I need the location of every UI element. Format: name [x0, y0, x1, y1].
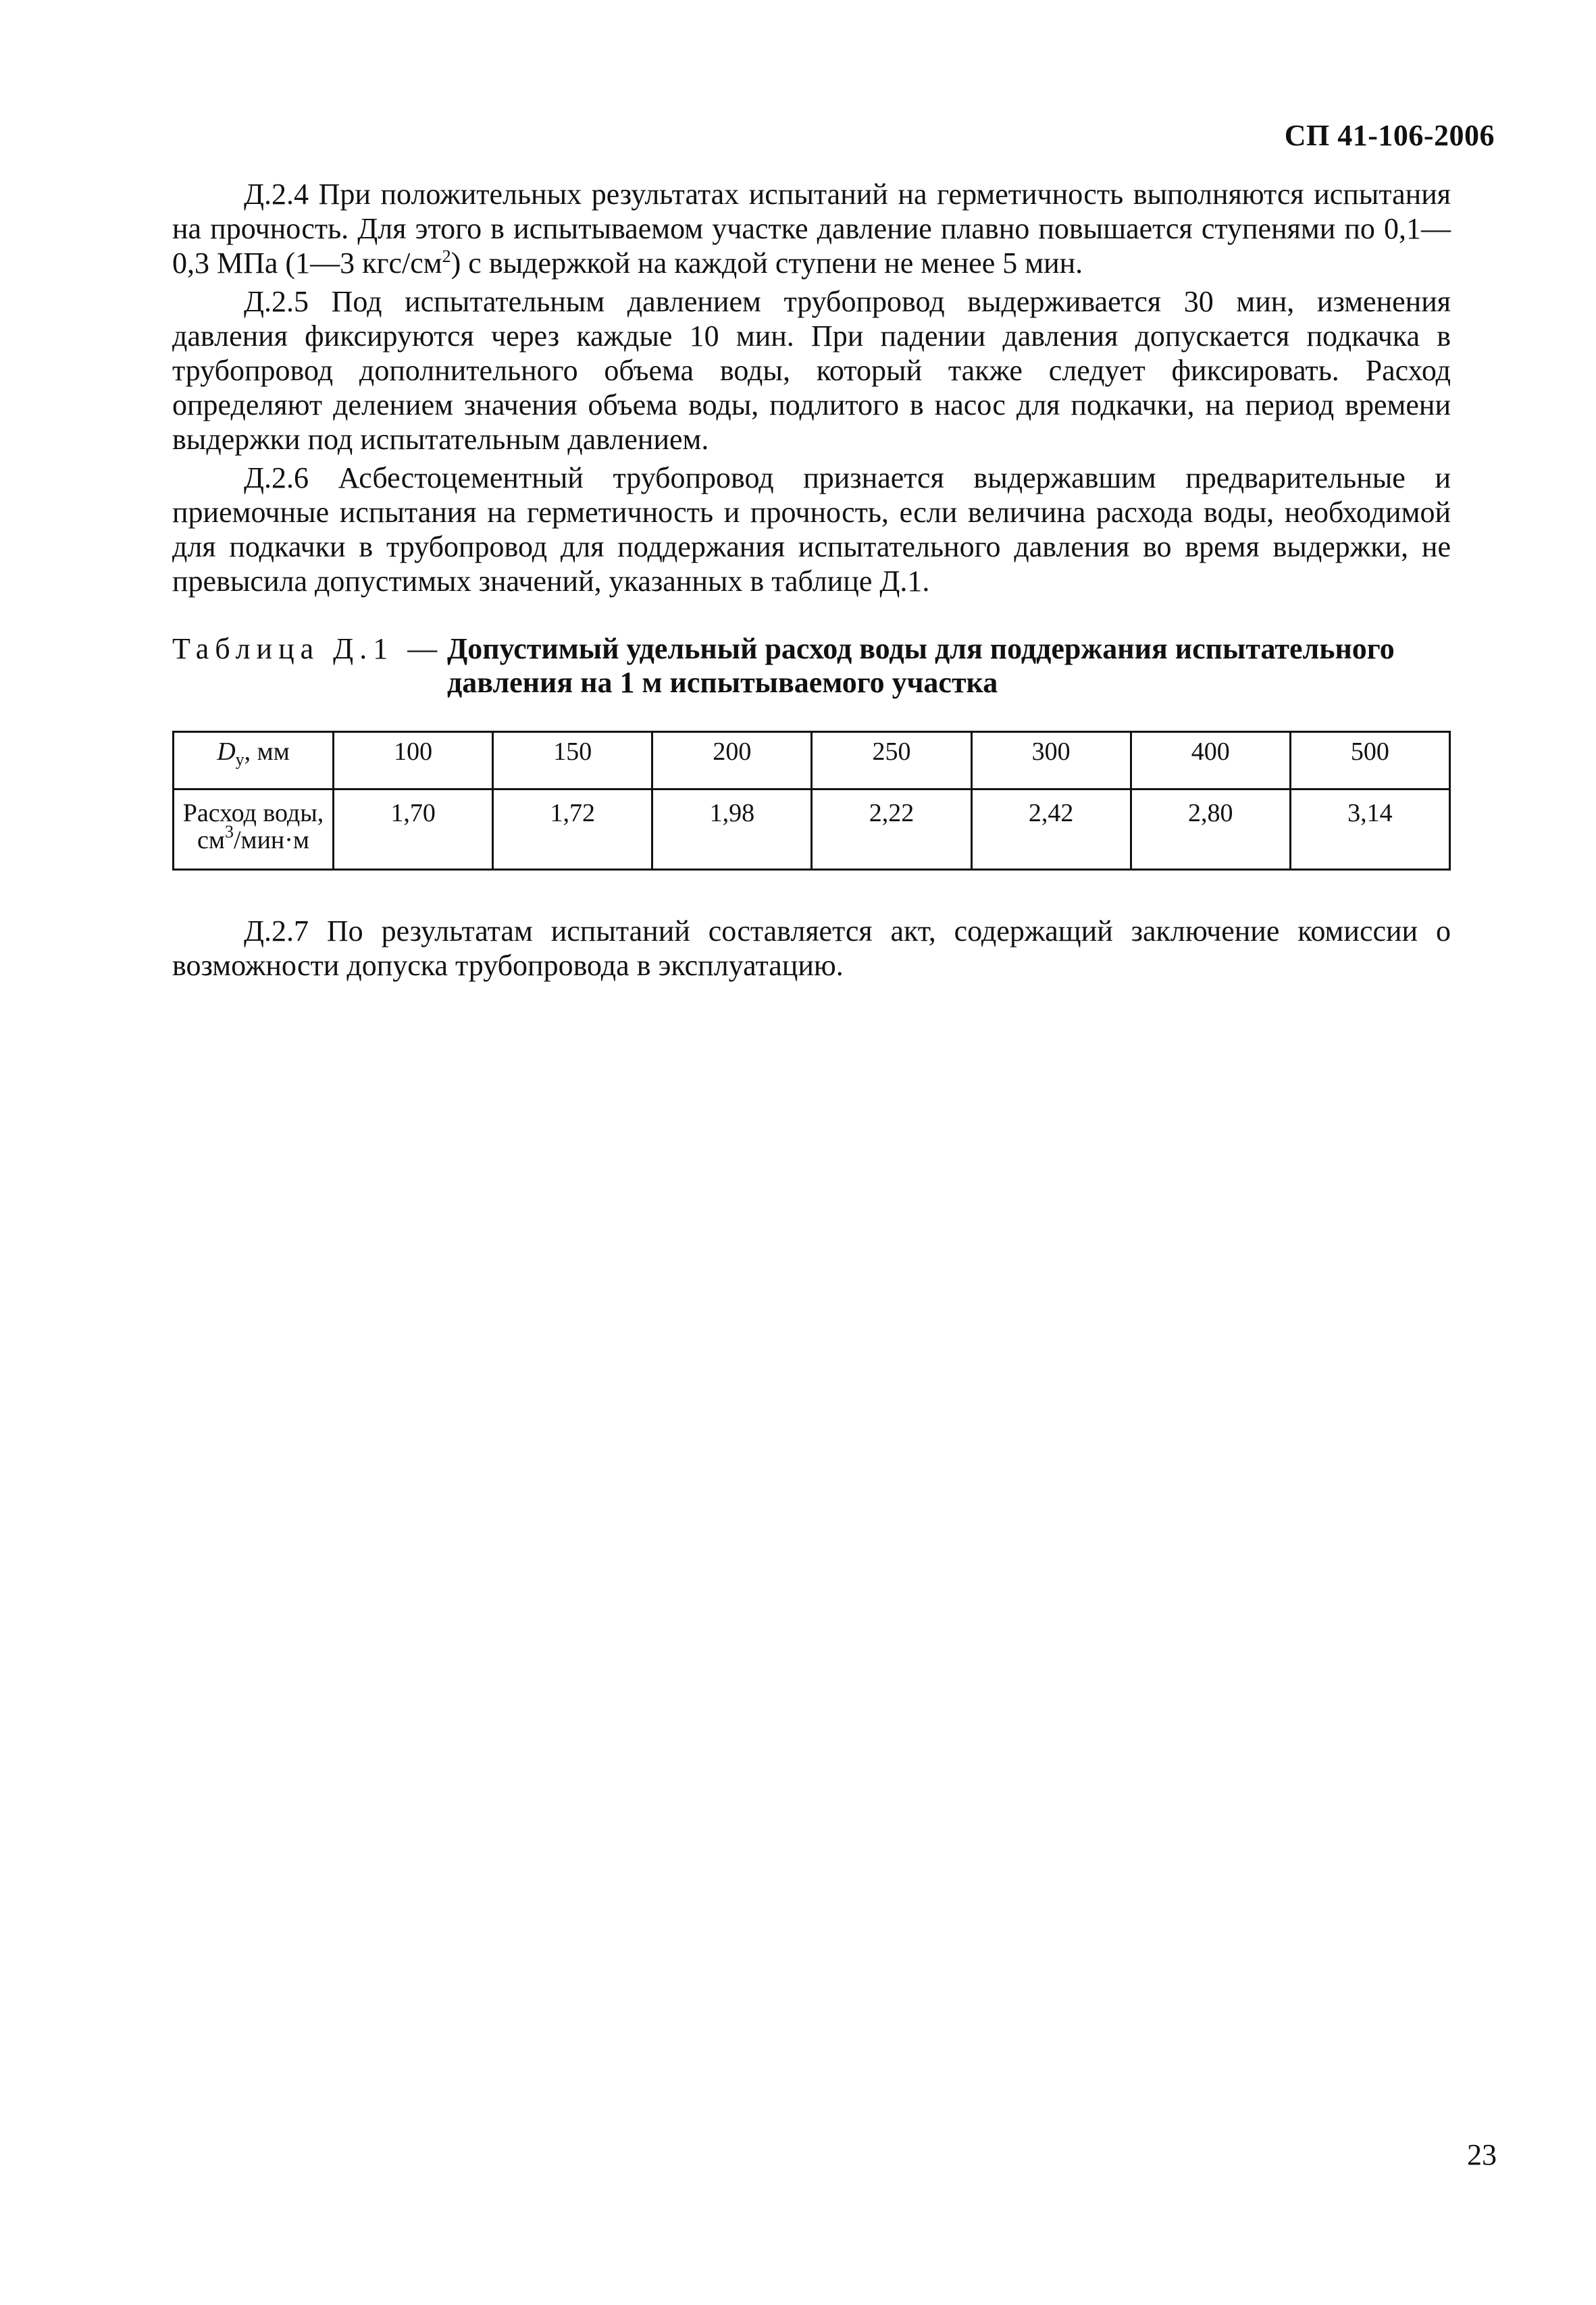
diameter-cell: 250	[812, 732, 971, 789]
flow-rate-unit-b: /мин·м	[233, 826, 309, 854]
flow-rate-unit-a: см	[197, 826, 225, 854]
document-code: СП 41-106-2006	[1284, 119, 1495, 152]
flow-rate-cell: 1,98	[652, 789, 812, 870]
paragraph-d-2-4-text-a: Д.2.4 При положительных результатах испытаний на герметичность выполняются испытания на прочность. Для этого в испытываемом участке давление плавно повышается ступенями по 0,1—0,3 МПа (1—3 кгс/см	[172, 178, 1451, 280]
table-caption-label: Таблица Д.1 —	[172, 632, 444, 665]
paragraph-d-2-4	[172, 177, 1451, 280]
flow-rate-cell: 1,72	[493, 789, 652, 870]
diameter-header-cell	[174, 732, 334, 789]
table-caption	[172, 632, 1451, 700]
flow-rate-cell: 3,14	[1290, 789, 1449, 870]
diameter-cell: 400	[1131, 732, 1290, 789]
page-content	[172, 177, 1451, 987]
flow-rate-cell: 1,70	[334, 789, 493, 870]
diameter-unit: , мм	[244, 737, 290, 766]
flow-rate-header-cell	[174, 789, 334, 870]
diameter-cell: 300	[971, 732, 1131, 789]
paragraph-d-2-6: Д.2.6 Асбестоцементный трубопровод признается выдержавшим предварительные и приемочные испытания на герметичность и прочность, если величина расхода воды, необходимой для подкачки в трубопровод для поддержания испытательного давления во время выдержки, не превысила допустимых значений, указанных в таблице Д.1.	[172, 461, 1451, 598]
diameter-subscript: y	[235, 750, 244, 769]
diameter-cell: 500	[1290, 732, 1449, 789]
table-row-flow-rate	[174, 789, 1450, 870]
superscript-2: 2	[442, 247, 451, 266]
table-caption-title: Допустимый удельный расход воды для поддержания испытательного давления на 1 м испытываемого участка	[447, 632, 1395, 699]
diameter-cell: 150	[493, 732, 652, 789]
diameter-symbol: D	[217, 737, 236, 766]
flow-rate-unit-superscript: 3	[224, 822, 234, 841]
flow-rate-cell: 2,80	[1131, 789, 1290, 870]
flow-rate-table	[172, 731, 1451, 871]
paragraph-d-2-4-text-b: ) с выдержкой на каждой ступени не менее 5 мин.	[451, 247, 1083, 280]
table-row-diameter	[174, 732, 1450, 789]
flow-rate-cell: 2,22	[812, 789, 971, 870]
flow-rate-cell: 2,42	[971, 789, 1131, 870]
diameter-cell: 200	[652, 732, 812, 789]
paragraph-d-2-5: Д.2.5 Под испытательным давлением трубопровод выдерживается 30 мин, изменения давления фиксируются через каждые 10 мин. При падении давления допускается подкачка в трубопровод дополнительного объема воды, который также следует фиксировать. Расход определяют делением значения объема воды, подлитого в насос для подкачки, на период времени выдержки под испытательным давлением.	[172, 285, 1451, 456]
page-number: 23	[1467, 2138, 1497, 2171]
diameter-cell: 100	[334, 732, 493, 789]
paragraph-d-2-7: Д.2.7 По результатам испытаний составляется акт, содержащий заключение комиссии о возможности допуска трубопровода в эксплуатацию.	[172, 914, 1451, 982]
flow-rate-label: Расход воды,	[182, 799, 324, 827]
